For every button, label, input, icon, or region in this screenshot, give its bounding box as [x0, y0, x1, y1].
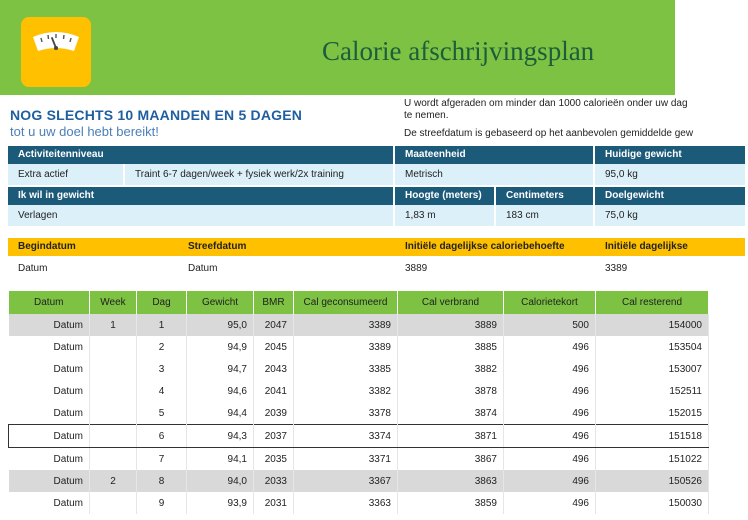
table-cell[interactable]: Datum — [9, 358, 90, 380]
column-header: Dag — [137, 291, 187, 314]
profile-section-goal — [0, 187, 675, 226]
info-text-line-1: U wordt afgeraden om minder dan 1000 calorieën onder uw dag — [404, 98, 688, 109]
table-cell[interactable]: 500 — [504, 314, 596, 336]
table-cell[interactable]: 3374 — [294, 425, 398, 448]
target-date-header: Streefdatum — [178, 238, 395, 256]
table-cell[interactable]: 3371 — [294, 448, 398, 471]
unit-header: Maateenheid — [395, 146, 593, 164]
table-cell[interactable]: 94,9 — [187, 336, 254, 358]
table-cell[interactable]: 150526 — [596, 470, 709, 492]
table-cell[interactable]: Datum — [9, 380, 90, 402]
table-cell[interactable]: 496 — [504, 380, 596, 402]
table-cell[interactable]: 496 — [504, 425, 596, 448]
page-title: Calorie afschrijvingsplan — [322, 36, 595, 66]
table-cell[interactable]: 3871 — [398, 425, 504, 448]
table-row[interactable] — [9, 470, 709, 492]
table-cell[interactable]: 150030 — [596, 492, 709, 514]
table-cell[interactable]: 496 — [504, 492, 596, 514]
table-cell[interactable] — [90, 448, 137, 471]
table-cell[interactable] — [90, 336, 137, 358]
table-cell[interactable]: 496 — [504, 448, 596, 471]
table-cell[interactable]: 2037 — [254, 425, 294, 448]
table-row[interactable] — [9, 492, 709, 514]
table-cell[interactable]: 152511 — [596, 380, 709, 402]
initial-need-value: 3889 — [395, 258, 595, 279]
table-cell[interactable]: 3389 — [294, 336, 398, 358]
table-cell[interactable]: 5 — [137, 402, 187, 425]
table-cell[interactable] — [90, 380, 137, 402]
plan-table — [8, 291, 709, 514]
current-weight-header: Huidige gewicht — [595, 146, 745, 164]
height-header: Hoogte (meters) — [395, 187, 494, 205]
table-cell[interactable]: 3885 — [398, 336, 504, 358]
activity-header: Activiteitenniveau — [8, 146, 393, 164]
table-cell[interactable]: 3389 — [294, 314, 398, 336]
table-cell[interactable]: 94,4 — [187, 402, 254, 425]
table-row[interactable] — [9, 358, 709, 380]
table-cell[interactable]: 3874 — [398, 402, 504, 425]
goal-value[interactable]: Verlagen — [8, 205, 393, 226]
table-cell[interactable]: 3385 — [294, 358, 398, 380]
unit-value[interactable]: Metrisch — [395, 164, 593, 185]
table-cell[interactable]: 496 — [504, 470, 596, 492]
table-cell[interactable]: 1 — [90, 314, 137, 336]
table-cell[interactable]: 3867 — [398, 448, 504, 471]
table-cell[interactable]: 94,3 — [187, 425, 254, 448]
table-cell[interactable]: 94,1 — [187, 448, 254, 471]
table-cell[interactable]: 95,0 — [187, 314, 254, 336]
table-cell[interactable]: 2035 — [254, 448, 294, 471]
column-header: Datum — [9, 291, 90, 314]
table-cell[interactable]: Datum — [9, 314, 90, 336]
table-cell[interactable]: 2045 — [254, 336, 294, 358]
initial-daily-value: 3389 — [595, 258, 745, 279]
table-cell[interactable]: Datum — [9, 336, 90, 358]
info-text-line-2: te nemen. — [404, 110, 449, 121]
start-date-value[interactable]: Datum — [8, 258, 178, 279]
table-cell[interactable]: 2 — [90, 470, 137, 492]
table-cell[interactable]: Datum — [9, 470, 90, 492]
table-cell[interactable]: 1 — [137, 314, 187, 336]
target-date-value: Datum — [178, 258, 395, 279]
target-weight-header: Doelgewicht — [595, 187, 745, 205]
table-cell[interactable]: 2039 — [254, 402, 294, 425]
table-cell[interactable]: 3 — [137, 358, 187, 380]
table-cell[interactable]: 153504 — [596, 336, 709, 358]
column-header: Calorietekort — [504, 291, 596, 314]
table-cell[interactable]: 2043 — [254, 358, 294, 380]
table-cell[interactable]: 3882 — [398, 358, 504, 380]
target-weight-value[interactable]: 75,0 kg — [595, 205, 745, 226]
profile-section-activity — [0, 146, 682, 185]
table-cell[interactable]: 7 — [137, 448, 187, 471]
table-cell[interactable]: 3878 — [398, 380, 504, 402]
activity-value[interactable]: Extra actief — [8, 164, 123, 185]
table-cell[interactable]: 152015 — [596, 402, 709, 425]
table-cell[interactable] — [90, 425, 137, 448]
info-text-line-3: De streefdatum is gebaseerd op het aanbevolen gemiddelde gew — [404, 128, 694, 139]
table-row[interactable] — [9, 402, 709, 425]
current-weight-value[interactable]: 95,0 kg — [595, 164, 745, 185]
table-cell[interactable] — [90, 492, 137, 514]
column-header: Cal geconsumeerd — [294, 291, 398, 314]
table-cell[interactable]: 153007 — [596, 358, 709, 380]
column-header: Week — [90, 291, 137, 314]
table-cell[interactable]: 3367 — [294, 470, 398, 492]
table-cell[interactable]: 2031 — [254, 492, 294, 514]
table-cell[interactable]: 496 — [504, 336, 596, 358]
table-cell[interactable]: 2047 — [254, 314, 294, 336]
table-cell[interactable]: 2 — [137, 336, 187, 358]
table-row[interactable] — [9, 314, 709, 336]
centimeters-header: Centimeters — [496, 187, 593, 205]
table-row[interactable] — [9, 380, 709, 402]
table-row-selected[interactable] — [9, 425, 709, 448]
table-cell[interactable]: 2041 — [254, 380, 294, 402]
table-cell[interactable]: 3889 — [398, 314, 504, 336]
column-header: Cal verbrand — [398, 291, 504, 314]
table-cell[interactable]: 3859 — [398, 492, 504, 514]
countdown-subtitle: tot u uw doel hebt bereikt! — [10, 124, 159, 139]
table-row[interactable] — [9, 448, 709, 471]
table-cell[interactable]: 3382 — [294, 380, 398, 402]
countdown-text: NOG SLECHTS 10 MAANDEN EN 5 DAGEN — [10, 107, 303, 123]
column-header: BMR — [254, 291, 294, 314]
table-cell[interactable]: 496 — [504, 358, 596, 380]
table-cell[interactable]: 3863 — [398, 470, 504, 492]
table-cell[interactable]: 496 — [504, 402, 596, 425]
table-cell[interactable]: 93,9 — [187, 492, 254, 514]
table-cell[interactable]: 4 — [137, 380, 187, 402]
scale-icon — [21, 17, 91, 87]
activity-description: Traint 6-7 dagen/week + fysiek werk/2x training — [125, 164, 393, 185]
column-header: Gewicht — [187, 291, 254, 314]
table-row[interactable] — [9, 336, 709, 358]
table-cell[interactable]: 151022 — [596, 448, 709, 471]
table-cell[interactable]: 9 — [137, 492, 187, 514]
table-cell[interactable] — [90, 402, 137, 425]
table-cell[interactable]: 8 — [137, 470, 187, 492]
column-header: Cal resterend — [596, 291, 709, 314]
table-cell[interactable]: 94,6 — [187, 380, 254, 402]
table-cell[interactable]: 154000 — [596, 314, 709, 336]
dates-section — [0, 238, 688, 280]
table-cell[interactable]: Datum — [9, 448, 90, 471]
table-cell[interactable]: Datum — [9, 425, 90, 448]
centimeters-value: 183 cm — [496, 205, 593, 226]
table-cell[interactable]: 2033 — [254, 470, 294, 492]
table-cell[interactable] — [90, 358, 137, 380]
height-value[interactable]: 1,83 m — [395, 205, 494, 226]
initial-daily-header: Initiële dagelijkse — [595, 238, 745, 256]
table-cell[interactable]: 94,0 — [187, 470, 254, 492]
goal-header: Ik wil in gewicht — [8, 187, 393, 205]
table-cell[interactable]: 6 — [137, 425, 187, 448]
table-cell[interactable]: Datum — [9, 402, 90, 425]
table-cell[interactable]: 3378 — [294, 402, 398, 425]
table-cell[interactable]: 94,7 — [187, 358, 254, 380]
table-header-row — [9, 291, 709, 314]
table-cell[interactable]: Datum — [9, 492, 90, 514]
table-cell[interactable]: 151518 — [596, 425, 709, 448]
table-cell[interactable]: 3363 — [294, 492, 398, 514]
initial-need-header: Initiële dagelijkse caloriebehoefte — [395, 238, 595, 256]
start-date-header: Begindatum — [8, 238, 178, 256]
